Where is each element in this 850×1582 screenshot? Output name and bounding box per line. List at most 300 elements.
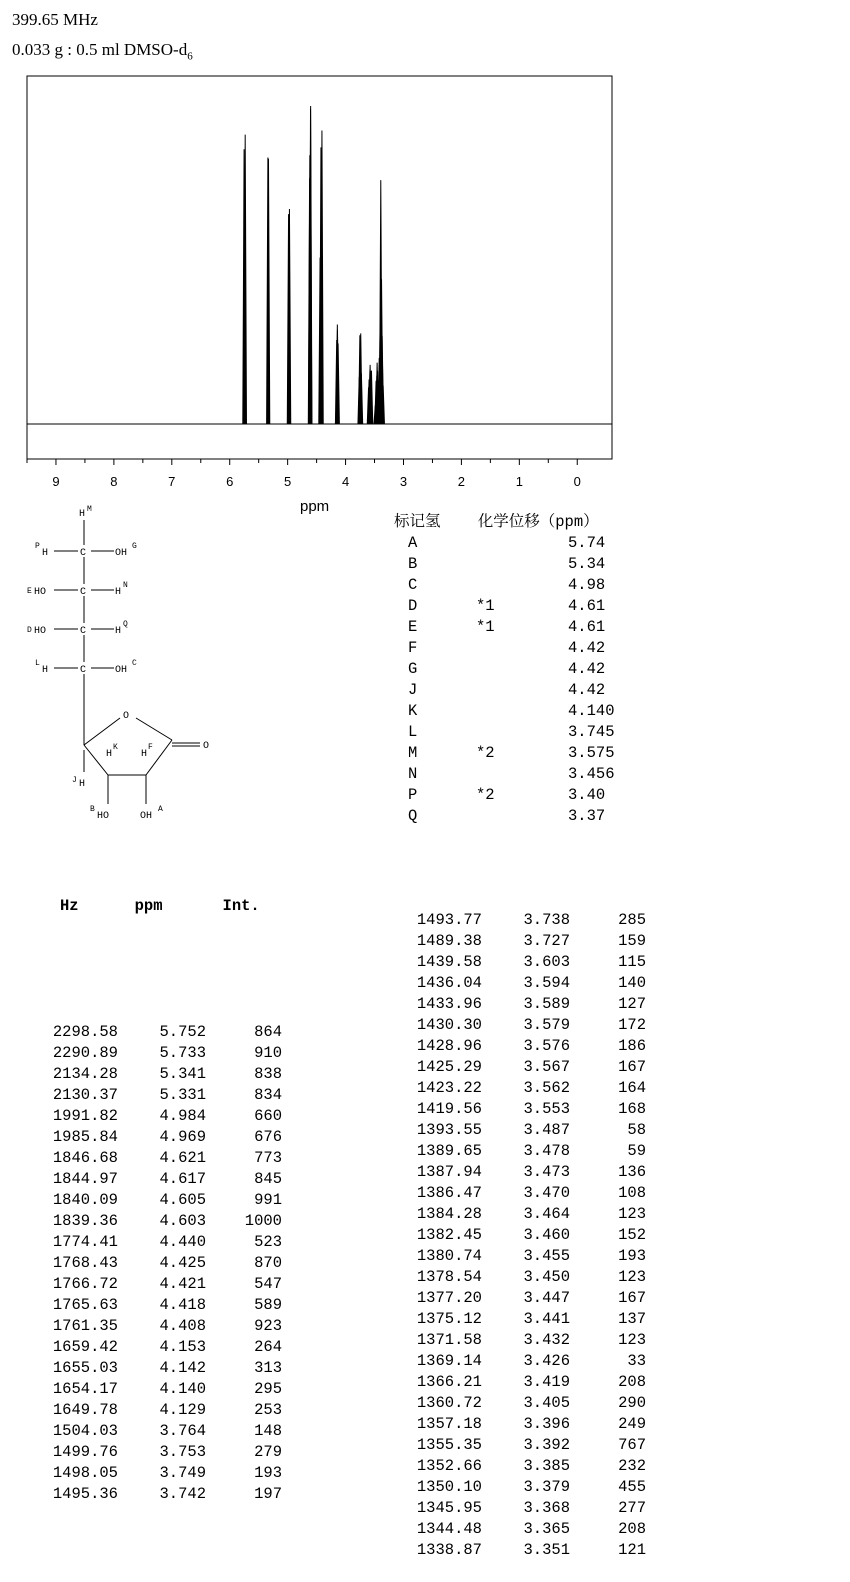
header-ppm: ppm	[134, 897, 163, 915]
peak-row	[40, 1064, 282, 1085]
peak-row	[40, 1190, 282, 1211]
shift-assignment-table	[394, 512, 615, 827]
peak-ppm: 4.153	[159, 1338, 206, 1356]
assignment-label: M	[408, 744, 418, 762]
peak-int: 208	[618, 1373, 646, 1391]
atom-label: P	[35, 542, 40, 551]
peak-hz: 1355.35	[416, 1436, 482, 1454]
peak-int: 295	[254, 1380, 282, 1398]
peak-row	[404, 1015, 646, 1036]
assignment-row	[394, 743, 615, 764]
assignment-row	[394, 722, 615, 743]
peak-row	[404, 994, 646, 1015]
atom-label: HO	[34, 587, 47, 598]
peak-ppm: 5.331	[159, 1086, 206, 1104]
peak-ppm: 4.421	[159, 1275, 206, 1293]
atom-label: OH	[140, 811, 153, 822]
assignment-header-label: 标记氢	[394, 513, 441, 531]
peak-hz: 1839.36	[52, 1212, 118, 1230]
peak-hz: 1844.97	[52, 1170, 118, 1188]
peak-hz: 1430.30	[416, 1016, 482, 1034]
atom-label: HO	[97, 811, 110, 822]
peak-hz: 1489.38	[416, 932, 482, 950]
assignment-row	[394, 638, 615, 659]
peak-ppm: 3.594	[523, 974, 570, 992]
peak-row	[404, 1309, 646, 1330]
peak-hz: 1649.78	[52, 1401, 118, 1419]
x-tick-label: 6	[226, 474, 234, 489]
peak-hz: 1439.58	[416, 953, 482, 971]
peak-ppm: 3.742	[159, 1485, 206, 1503]
peak-int: 676	[254, 1128, 282, 1146]
peak-ppm: 4.617	[159, 1170, 206, 1188]
atom-label: OH	[115, 548, 128, 559]
assignment-label: K	[408, 702, 418, 720]
peak-row	[404, 910, 646, 931]
spectrum-peaks	[243, 106, 385, 424]
peak-int: 197	[254, 1485, 282, 1503]
peak-int: 547	[254, 1275, 282, 1293]
peak-ppm: 4.140	[159, 1380, 206, 1398]
atom-label: Q	[123, 620, 128, 629]
peak-row	[404, 1477, 646, 1498]
peak-int: 313	[254, 1359, 282, 1377]
atom-label: H	[115, 626, 122, 637]
assignment-shift: 5.74	[568, 534, 606, 552]
peak-int: 121	[618, 1541, 646, 1559]
peak-int: 253	[254, 1401, 282, 1419]
peak-hz: 1840.09	[52, 1191, 118, 1209]
peak-rows	[404, 910, 646, 1561]
assignment-shift: 4.140	[568, 702, 615, 720]
assignment-row	[394, 554, 615, 575]
peak-list-left	[40, 854, 282, 1526]
peak-int: 108	[618, 1184, 646, 1202]
peak-hz: 2130.37	[52, 1086, 118, 1104]
peak-ppm: 3.405	[523, 1394, 570, 1412]
peak-ppm: 3.764	[159, 1422, 206, 1440]
atom-label: H	[115, 587, 122, 598]
peak-hz: 1433.96	[416, 995, 482, 1013]
peak-int: 58	[627, 1121, 646, 1139]
peak-row	[40, 1463, 282, 1484]
atom-label: H	[106, 749, 113, 760]
assignment-label: N	[408, 765, 418, 783]
atom-label: HO	[34, 626, 47, 637]
peak-row	[40, 1148, 282, 1169]
assignment-rows	[394, 533, 615, 827]
peak-row	[404, 1057, 646, 1078]
peak-ppm: 4.418	[159, 1296, 206, 1314]
spectrometer-frequency: 399.65 MHz	[12, 10, 98, 29]
peak-row	[404, 1162, 646, 1183]
peak-ppm: 3.396	[523, 1415, 570, 1433]
peak-ppm: 4.129	[159, 1401, 206, 1419]
peak-hz: 1846.68	[52, 1149, 118, 1167]
peak-row	[40, 1127, 282, 1148]
peak-int: 193	[254, 1464, 282, 1482]
peak-hz: 1504.03	[52, 1422, 118, 1440]
x-tick-label: 9	[52, 474, 60, 489]
peak-hz: 1369.14	[416, 1352, 482, 1370]
peak-row	[40, 1316, 282, 1337]
peak-row	[404, 1204, 646, 1225]
x-tick-label: 4	[341, 474, 350, 489]
peak-int: 193	[618, 1247, 646, 1265]
x-tick-label: 1	[515, 474, 523, 489]
atom-label: C	[80, 665, 87, 676]
peak-row	[404, 1414, 646, 1435]
peak-int: 455	[618, 1478, 646, 1496]
peak-hz: 1654.17	[52, 1380, 118, 1398]
peak-int: 186	[618, 1037, 646, 1055]
peak-ppm: 3.567	[523, 1058, 570, 1076]
atom-label: N	[123, 581, 128, 590]
peak-ppm: 3.478	[523, 1142, 570, 1160]
assignment-label: A	[408, 534, 418, 552]
structure-labels	[27, 505, 209, 822]
peak-hz: 1499.76	[52, 1443, 118, 1461]
peak-hz: 1344.48	[416, 1520, 482, 1538]
peak-int: 164	[618, 1079, 646, 1097]
sample-info-subscript: 6	[187, 50, 193, 63]
peak-row	[40, 1295, 282, 1316]
assignment-row	[394, 764, 615, 785]
assignment-shift: 3.37	[568, 807, 606, 825]
peak-ppm: 3.470	[523, 1184, 570, 1202]
peak-ppm: 3.379	[523, 1478, 570, 1496]
peak-int: 59	[627, 1142, 646, 1160]
peak-hz: 1436.04	[416, 974, 482, 992]
x-tick-label: 5	[284, 474, 292, 489]
peak-row	[404, 1078, 646, 1099]
assignment-label: L	[408, 723, 418, 741]
peak-ppm: 4.621	[159, 1149, 206, 1167]
peak-int: 148	[254, 1422, 282, 1440]
peak-int: 767	[618, 1436, 646, 1454]
peak-row	[40, 1232, 282, 1253]
assignment-label: C	[408, 576, 418, 594]
peak-ppm: 3.419	[523, 1373, 570, 1391]
peak-int: 923	[254, 1317, 282, 1335]
x-axis-label: ppm	[300, 498, 330, 515]
peak-row	[404, 973, 646, 994]
assignment-shift: 3.575	[568, 744, 615, 762]
peak-ppm: 3.392	[523, 1436, 570, 1454]
peak-int: 864	[254, 1023, 282, 1041]
peak-ppm: 4.142	[159, 1359, 206, 1377]
peak-list-header	[40, 896, 282, 917]
peak-hz: 1345.95	[416, 1499, 482, 1517]
peak-row	[404, 1393, 646, 1414]
peak-ppm: 3.460	[523, 1226, 570, 1244]
peak-row	[404, 952, 646, 973]
peak-int: 168	[618, 1100, 646, 1118]
peak-ppm: 3.464	[523, 1205, 570, 1223]
peak-hz: 1360.72	[416, 1394, 482, 1412]
nmr-spectrum-chart	[0, 0, 850, 500]
assignment-shift: 4.42	[568, 660, 606, 678]
peak-ppm: 3.603	[523, 953, 570, 971]
peak-int: 232	[618, 1457, 646, 1475]
x-axis	[27, 424, 612, 489]
peak-int: 845	[254, 1170, 282, 1188]
peak-row	[404, 1288, 646, 1309]
peak-hz: 1371.58	[416, 1331, 482, 1349]
peak-int: 140	[618, 974, 646, 992]
atom-label: F	[148, 743, 153, 752]
peak-int: 137	[618, 1310, 646, 1328]
peak-row	[40, 1400, 282, 1421]
peak-row	[404, 1351, 646, 1372]
assignment-note: *1	[476, 597, 495, 615]
assignment-row	[394, 680, 615, 701]
peak-ppm: 5.752	[159, 1023, 206, 1041]
atom-label: A	[158, 805, 163, 814]
peak-row	[404, 1225, 646, 1246]
peak-ppm: 5.341	[159, 1065, 206, 1083]
assignment-note: *1	[476, 618, 495, 636]
atom-label: M	[87, 505, 92, 514]
peak-int: 127	[618, 995, 646, 1013]
peak-ppm: 4.408	[159, 1317, 206, 1335]
peak-int: 249	[618, 1415, 646, 1433]
peak-row	[404, 1330, 646, 1351]
assignment-label: E	[408, 618, 418, 636]
structure-bonds	[54, 520, 200, 804]
peak-row	[404, 1246, 646, 1267]
atom-label: J	[72, 776, 77, 785]
peak-hz: 1498.05	[52, 1464, 118, 1482]
peak-ppm: 3.368	[523, 1499, 570, 1517]
peak-hz: 1655.03	[52, 1359, 118, 1377]
peak-hz: 1393.55	[416, 1121, 482, 1139]
sample-info-text: 0.033 g : 0.5 ml DMSO-d	[12, 40, 188, 59]
peak-hz: 1419.56	[416, 1100, 482, 1118]
peak-int: 172	[618, 1016, 646, 1034]
assignment-row	[394, 806, 615, 827]
peak-hz: 1350.10	[416, 1478, 482, 1496]
header-hz: Hz	[60, 897, 79, 915]
peak-hz: 1774.41	[52, 1233, 118, 1251]
peak-int: 290	[618, 1394, 646, 1412]
peak-int: 159	[618, 932, 646, 950]
assignment-header-shift: 化学位移（ppm）	[477, 513, 599, 531]
peak-row	[40, 1211, 282, 1232]
assignment-shift: 3.745	[568, 723, 615, 741]
assignment-row	[394, 575, 615, 596]
peak-hz: 1377.20	[416, 1289, 482, 1307]
peak-row	[404, 1267, 646, 1288]
peak-hz: 1761.35	[52, 1317, 118, 1335]
peak-ppm: 3.385	[523, 1457, 570, 1475]
peak-row	[404, 1099, 646, 1120]
peak-int: 773	[254, 1149, 282, 1167]
peak-int: 264	[254, 1338, 282, 1356]
peak-ppm: 4.603	[159, 1212, 206, 1230]
atom-label: C	[80, 626, 87, 637]
peak-int: 33	[627, 1352, 646, 1370]
assignment-row	[394, 701, 615, 722]
peak-int: 136	[618, 1163, 646, 1181]
peak-int: 870	[254, 1254, 282, 1272]
atom-label: H	[79, 779, 86, 790]
peak-rows	[40, 1022, 282, 1505]
peak-hz: 1425.29	[416, 1058, 482, 1076]
atom-label: C	[80, 587, 87, 598]
peak-int: 589	[254, 1296, 282, 1314]
peak-hz: 1985.84	[52, 1128, 118, 1146]
peak-row	[404, 931, 646, 952]
peak-hz: 1386.47	[416, 1184, 482, 1202]
peak-row	[404, 1120, 646, 1141]
peak-hz: 1765.63	[52, 1296, 118, 1314]
assignment-shift: 3.456	[568, 765, 615, 783]
peak-ppm: 3.487	[523, 1121, 570, 1139]
peak-hz: 2134.28	[52, 1065, 118, 1083]
header-int: Int.	[222, 897, 260, 915]
x-tick-label: 0	[573, 474, 581, 489]
peak-int: 123	[618, 1331, 646, 1349]
peak-ppm: 5.733	[159, 1044, 206, 1062]
peak-ppm: 3.441	[523, 1310, 570, 1328]
peak-hz: 1338.87	[416, 1541, 482, 1559]
peak-ppm: 3.365	[523, 1520, 570, 1538]
peak-hz: 1352.66	[416, 1457, 482, 1475]
atom-label: C	[132, 659, 137, 668]
assignment-shift: 4.42	[568, 639, 606, 657]
peak-ppm: 4.425	[159, 1254, 206, 1272]
peak-ppm: 3.579	[523, 1016, 570, 1034]
peak-int: 123	[618, 1268, 646, 1286]
peak-int: 838	[254, 1065, 282, 1083]
assignment-row	[394, 533, 615, 554]
peak-ppm: 4.440	[159, 1233, 206, 1251]
peak-row	[404, 1519, 646, 1540]
peak-int: 523	[254, 1233, 282, 1251]
assignment-row	[394, 659, 615, 680]
peak-ppm: 3.753	[159, 1443, 206, 1461]
peak-row	[40, 1022, 282, 1043]
spectrum-peak	[309, 106, 312, 424]
peak-hz: 1428.96	[416, 1037, 482, 1055]
peak-hz: 1495.36	[52, 1485, 118, 1503]
peak-hz: 1357.18	[416, 1415, 482, 1433]
atom-label: E	[27, 587, 32, 596]
assignment-label: B	[408, 555, 418, 573]
peak-row	[404, 1435, 646, 1456]
assignment-note: *2	[476, 786, 495, 804]
peak-hz: 1493.77	[416, 911, 482, 929]
peak-ppm: 3.749	[159, 1464, 206, 1482]
peak-hz: 1768.43	[52, 1254, 118, 1272]
atom-label: C	[80, 548, 87, 559]
peak-row	[404, 1372, 646, 1393]
peak-int: 167	[618, 1058, 646, 1076]
peak-row	[404, 1183, 646, 1204]
assignment-label: F	[408, 639, 418, 657]
peak-ppm: 3.473	[523, 1163, 570, 1181]
peak-int: 285	[618, 911, 646, 929]
peak-int: 279	[254, 1443, 282, 1461]
peak-row	[404, 1036, 646, 1057]
assignment-label: G	[408, 660, 418, 678]
peak-hz: 1378.54	[416, 1268, 482, 1286]
peak-ppm: 4.984	[159, 1107, 206, 1125]
peak-row	[40, 1379, 282, 1400]
atom-label: H	[79, 509, 86, 520]
atom-label: G	[132, 542, 137, 551]
assignment-row	[394, 785, 615, 806]
peak-row	[40, 1169, 282, 1190]
atom-label: L	[35, 659, 40, 668]
atom-label: O	[203, 741, 210, 752]
peak-row	[40, 1421, 282, 1442]
peak-int: 660	[254, 1107, 282, 1125]
peak-hz: 1423.22	[416, 1079, 482, 1097]
assignment-header	[394, 512, 615, 533]
peak-int: 208	[618, 1520, 646, 1538]
peak-int: 277	[618, 1499, 646, 1517]
peak-ppm: 3.432	[523, 1331, 570, 1349]
assignment-label: P	[408, 786, 418, 804]
atom-label: D	[27, 626, 32, 635]
atom-label: OH	[115, 665, 128, 676]
peak-list-right	[404, 868, 646, 1582]
peak-hz: 1766.72	[52, 1275, 118, 1293]
x-tick-label: 7	[168, 474, 176, 489]
peak-ppm: 3.738	[523, 911, 570, 929]
assignment-row	[394, 596, 615, 617]
peak-ppm: 3.562	[523, 1079, 570, 1097]
peak-ppm: 3.351	[523, 1541, 570, 1559]
peak-int: 167	[618, 1289, 646, 1307]
assignment-note: *2	[476, 744, 495, 762]
peak-hz: 1384.28	[416, 1205, 482, 1223]
peak-ppm: 4.969	[159, 1128, 206, 1146]
atom-label: H	[141, 749, 148, 760]
atom-label: K	[113, 743, 118, 752]
peak-row	[40, 1337, 282, 1358]
peak-row	[404, 1141, 646, 1162]
x-tick-label: 8	[110, 474, 118, 489]
peak-int: 834	[254, 1086, 282, 1104]
peak-hz: 2298.58	[52, 1023, 118, 1041]
peak-hz: 1375.12	[416, 1310, 482, 1328]
peak-hz: 1382.45	[416, 1226, 482, 1244]
peak-ppm: 3.450	[523, 1268, 570, 1286]
peak-int: 991	[254, 1191, 282, 1209]
x-tick-label: 3	[399, 474, 408, 489]
peak-row	[40, 1358, 282, 1379]
peak-hz: 1387.94	[416, 1163, 482, 1181]
atom-label: H	[42, 548, 49, 559]
assignment-shift: 4.61	[568, 618, 606, 636]
peak-ppm: 3.589	[523, 995, 570, 1013]
peak-ppm: 3.553	[523, 1100, 570, 1118]
peak-row	[404, 1456, 646, 1477]
peak-row	[40, 1043, 282, 1064]
assignment-shift: 4.61	[568, 597, 606, 615]
peak-ppm: 3.576	[523, 1037, 570, 1055]
peak-hz: 2290.89	[52, 1044, 118, 1062]
peak-ppm: 3.727	[523, 932, 570, 950]
assignment-label: D	[408, 597, 418, 615]
peak-row	[40, 1085, 282, 1106]
x-tick-label: 2	[457, 474, 466, 489]
peak-row	[40, 1484, 282, 1505]
peak-int: 123	[618, 1205, 646, 1223]
